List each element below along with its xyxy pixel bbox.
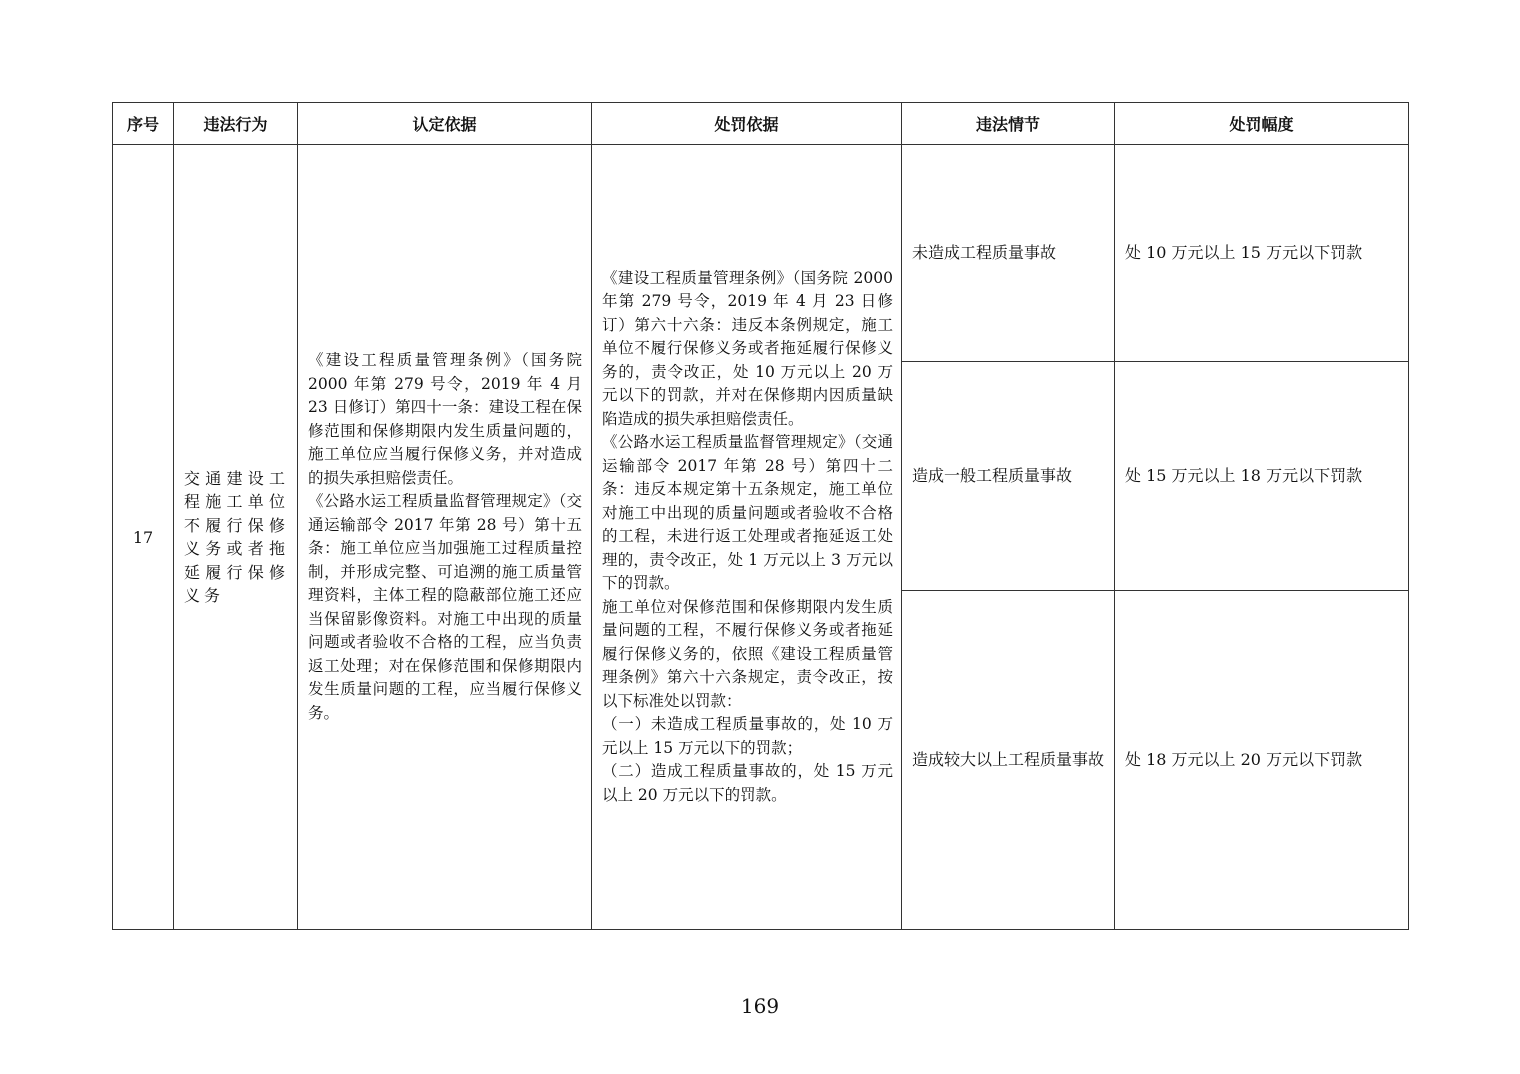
table-row (113, 145, 1409, 362)
basis-paragraph: 《公路水运工程质量监督管理规定》（交通运输部令 2017 年第 28 号）第十五条：施工单位应当加强施工过程质量控制，并形成完整、可追溯的施工质量管理资料，主体工程的隐蔽部位施工还应当保留影像资料。对施工中出现的质量问题或者验收不合格的工程，应当负责返工处理；对在保修范围和保修期限内发生质量问题的工程，应当履行保修义务。 (308, 492, 582, 722)
table-header-row (113, 103, 1409, 145)
penalty-basis-paragraph: 施工单位对保修范围和保修期限内发生质量问题的工程，不履行保修义务或者拖延履行保修义务的，依照《建设工程质量管理条例》第六十六条规定，责令改正，按以下标准处以罚款： (602, 597, 893, 710)
header-penalty-basis: 处罚依据 (592, 103, 902, 145)
cell-violation: 交通建设工程施工单位不履行保修义务或者拖延履行保修义务 (174, 145, 298, 930)
header-circumstance: 违法情节 (902, 103, 1115, 145)
cell-circumstance: 未造成工程质量事故 (902, 145, 1115, 362)
cell-basis (298, 145, 592, 930)
cell-penalty-range: 处 10 万元以上 15 万元以下罚款 (1115, 145, 1409, 362)
cell-penalty-basis (592, 145, 902, 930)
penalty-standard-table-container (112, 102, 1408, 929)
page-number: 169 (740, 994, 780, 1018)
penalty-basis-paragraph: 《公路水运工程质量监督管理规定》（交通运输部令 2017 年第 28 号）第四十二条：违反本规定第十五条规定，施工单位对施工中出现的质量问题或者验收不合格的工程，未进行返工处理或者拖延返工处理的，责令改正，处 1 万元以上 3 万元以下的罚款。 (602, 433, 893, 593)
penalty-standard-table (112, 102, 1409, 930)
cell-circumstance: 造成较大以上工程质量事故 (902, 591, 1115, 930)
header-basis: 认定依据 (298, 103, 592, 145)
penalty-basis-paragraph: 《建设工程质量管理条例》（国务院 2000 年第 279 号令，2019 年 4 月 23 日修订）第六十六条：违反本条例规定，施工单位不履行保修义务或者拖延履行保修义务的，责令改正，处 10 万元以上 20 万元以下的罚款，并对在保修期内因质量缺陷造成的损失承担赔偿责任。 (602, 268, 893, 428)
penalty-basis-paragraph: （一）未造成工程质量事故的，处 10 万元以上 15 万元以下的罚款； (602, 715, 893, 757)
cell-seq: 17 (113, 145, 174, 930)
basis-paragraph: 《建设工程质量管理条例》（国务院 2000 年第 279 号令，2019 年 4 月 23 日修订）第四十一条：建设工程在保修范围和保修期限内发生质量问题的，施工单位应当履行保修义务，并对造成的损失承担赔偿责任。 (308, 351, 582, 487)
cell-circumstance: 造成一般工程质量事故 (902, 362, 1115, 591)
header-seq: 序号 (113, 103, 174, 145)
cell-penalty-range: 处 15 万元以上 18 万元以下罚款 (1115, 362, 1409, 591)
cell-penalty-range: 处 18 万元以上 20 万元以下罚款 (1115, 591, 1409, 930)
header-violation: 违法行为 (174, 103, 298, 145)
penalty-basis-paragraph: （二）造成工程质量事故的，处 15 万元以上 20 万元以下的罚款。 (602, 762, 893, 804)
header-penalty-range: 处罚幅度 (1115, 103, 1409, 145)
